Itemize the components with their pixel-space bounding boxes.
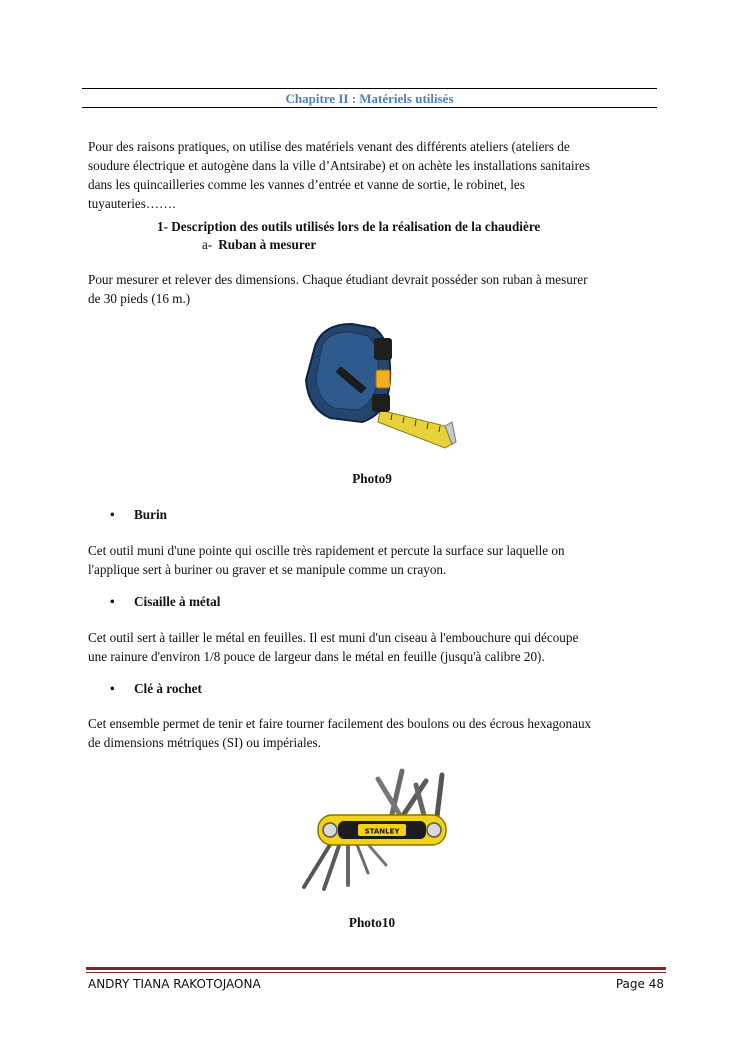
header-rule-top (82, 88, 657, 89)
burin-paragraph (88, 541, 668, 579)
header-rule-bottom (82, 107, 657, 108)
ruban-paragraph (88, 270, 668, 308)
tape-body-highlight (316, 332, 378, 410)
wrench-pivot-left (323, 823, 337, 837)
wrench-pivot-right (427, 823, 441, 837)
footer-rule-thick (86, 967, 666, 970)
hex-key-set-photo (296, 765, 456, 895)
ruban-line: de 30 pieds (16 m.) (88, 291, 191, 306)
footer-page-number: Page 48 (615, 977, 664, 991)
intro-line: dans les quincailleries comme les vannes d’entrée et vanne de sortie, le robinet, les (88, 177, 525, 192)
chapter-title: Chapitre II : Matériels utilisés (285, 91, 454, 106)
bullet-icon: • (110, 507, 115, 522)
photo9-caption: Photo9 (352, 471, 392, 486)
tape-mouth (372, 394, 390, 412)
ruban-line: Pour mesurer et relever des dimensions. Chaque étudiant devrait posséder son ruban à mesurer (88, 272, 588, 287)
cle-paragraph (88, 714, 668, 752)
cle-line: de dimensions métriques (SI) ou impériales. (88, 735, 321, 750)
cle-line: Cet ensemble permet de tenir et faire tourner facilement des boulons ou des écrous hexagonaux (88, 716, 592, 731)
tape-lock-button (374, 338, 392, 360)
intro-line: tuyauteries……. (88, 196, 176, 211)
photo10-caption: Photo10 (348, 915, 396, 930)
cisaille-heading (110, 594, 220, 610)
intro-line: soudure électrique et autogène dans la ville d’Antsirabe) et on achète les installations sanitaires (88, 158, 591, 173)
tape-blade (378, 410, 452, 448)
cisaille-line: une rainure d'environ 1/8 pouce de largeur dans le métal en feuille (jusqu'à calibre 20). (88, 649, 545, 664)
footer-author: ANDRY TIANA RAKOTOJAONA (88, 977, 261, 991)
subsection-title: Ruban à mesurer (218, 237, 317, 252)
subsection-prefix: a- (202, 237, 213, 252)
burin-line: l'applique sert à buriner ou graver et se manipule comme un crayon. (88, 562, 447, 577)
cisaille-title: Cisaille à métal (134, 594, 221, 609)
cle-heading (110, 681, 202, 697)
cisaille-paragraph (88, 628, 668, 666)
wrench-brand: STANLEY (364, 827, 400, 836)
intro-paragraph (88, 137, 668, 213)
section-heading: 1- Description des outils utilisés lors de la réalisation de la chaudière (157, 219, 541, 234)
intro-line: Pour des raisons pratiques, on utilise des matériels venant des différents ateliers (ateliers de (88, 139, 570, 154)
cisaille-line: Cet outil sert à tailler le métal en feuilles. Il est muni d'un ciseau à l'embouchure qui découpe (88, 630, 579, 645)
bullet-icon: • (110, 594, 115, 609)
burin-title: Burin (134, 507, 167, 522)
burin-heading (110, 507, 167, 523)
tape-measure-photo (300, 318, 460, 453)
bullet-icon: • (110, 681, 115, 696)
footer-rule-thin (86, 972, 666, 973)
subsection-heading (202, 237, 316, 253)
cle-title: Clé à rochet (134, 681, 202, 696)
burin-line: Cet outil muni d'une pointe qui oscille très rapidement et percute la surface sur laquelle on (88, 543, 565, 558)
tape-accent (376, 370, 390, 388)
